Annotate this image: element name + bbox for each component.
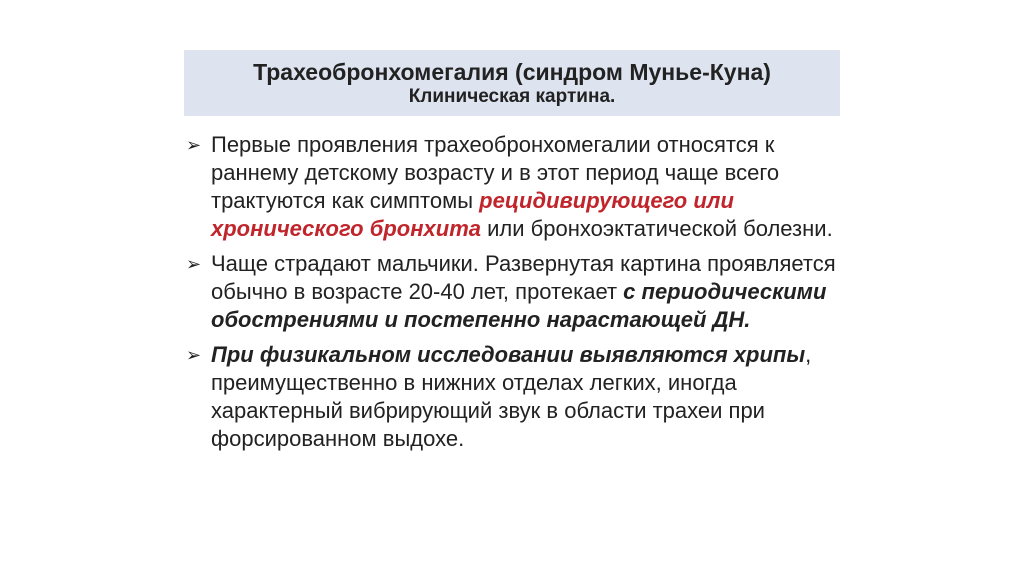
item-text: Чаще страдают мальчики. Развернутая картина проявляется обычно в возрасте 20-40 лет, протекает (211, 251, 836, 304)
title-box (184, 50, 840, 116)
arrow-bullet-icon: ➢ (186, 135, 202, 155)
slide-title: Трахеобронхомегалия (синдром Мунье-Куна) (253, 59, 771, 85)
slide-subtitle: Клиническая картина. (408, 86, 616, 107)
item-text-tail: или бронхоэктатической болезни. (481, 216, 833, 241)
emphasis-text: При физикальном исследовании выявляются хрипы (211, 342, 806, 367)
arrow-bullet-icon: ➢ (186, 254, 202, 274)
item-text: Первые проявления трахеобронхомегалии относятся к раннему детскому возрасту и в этот период чаще всего трактуются как симптомы (211, 132, 780, 213)
arrow-bullet-icon: ➢ (186, 345, 202, 365)
emphasis-text: с периодическими обострениями и постепенно нарастающей ДН. (211, 279, 827, 332)
item-text-tail: , преимущественно в нижних отделах легких, иногда характерный вибрирующий звук в области трахеи при форсированном выдохе. (211, 342, 812, 451)
bullet-item-2 (184, 250, 844, 334)
bullet-item-3 (184, 341, 844, 453)
bullet-item-1 (184, 131, 844, 243)
bullet-list (184, 131, 844, 460)
highlight-text: рецидивирующего или хронического бронхита (211, 188, 734, 241)
